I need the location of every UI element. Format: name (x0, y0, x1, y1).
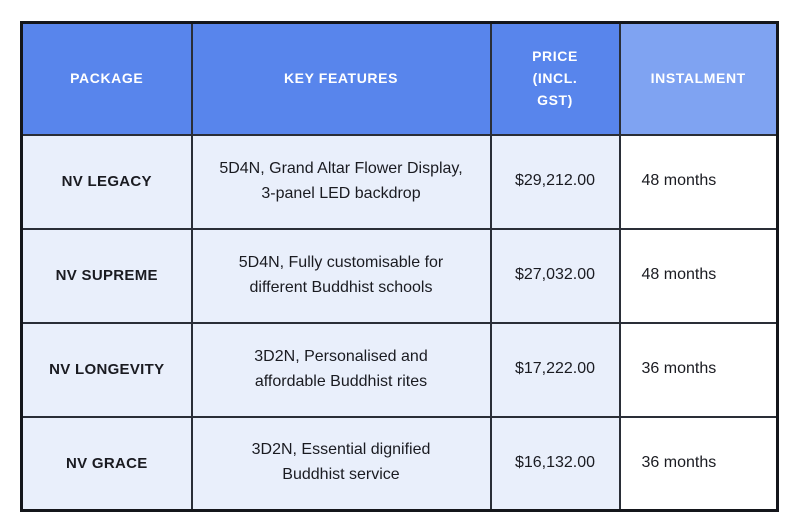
cell-instalment: 48 months (620, 135, 778, 229)
pricing-table (20, 21, 779, 512)
cell-package: NV LEGACY (22, 135, 192, 229)
cell-instalment: 48 months (620, 229, 778, 323)
price-header-line-2: (INCL. (532, 69, 578, 86)
cell-price: $16,132.00 (491, 417, 620, 511)
cell-package: NV SUPREME (22, 229, 192, 323)
price-header-line-3: GST) (537, 91, 573, 108)
pricing-table-container (20, 21, 779, 512)
column-header-package: PACKAGE (22, 23, 192, 135)
cell-price: $17,222.00 (491, 323, 620, 417)
cell-instalment: 36 months (620, 323, 778, 417)
table-row (22, 417, 778, 511)
cell-instalment: 36 months (620, 417, 778, 511)
cell-features (192, 417, 491, 511)
column-header-instalment: INSTALMENT (620, 23, 778, 135)
features-line-2: different Buddhist schools (249, 278, 433, 296)
features-line-1: 3D2N, Personalised and (254, 347, 428, 365)
column-header-price (491, 23, 620, 135)
cell-package: NV GRACE (22, 417, 192, 511)
features-line-1: 5D4N, Grand Altar Flower Display, (219, 159, 463, 177)
cell-features (192, 229, 491, 323)
table-header-row (22, 23, 778, 135)
cell-price: $29,212.00 (491, 135, 620, 229)
features-line-1: 3D2N, Essential dignified (251, 441, 431, 459)
cell-price: $27,032.00 (491, 229, 620, 323)
table-row (22, 229, 778, 323)
cell-features (192, 323, 491, 417)
features-line-2: affordable Buddhist rites (254, 372, 428, 390)
table-row (22, 323, 778, 417)
table-row (22, 135, 778, 229)
column-header-key-features: KEY FEATURES (192, 23, 491, 135)
cell-package: NV LONGEVITY (22, 323, 192, 417)
features-line-2: 3-panel LED backdrop (261, 184, 421, 202)
cell-features (192, 135, 491, 229)
price-header-line-1: PRICE (532, 48, 578, 65)
features-line-2: Buddhist service (282, 466, 400, 484)
features-line-1: 5D4N, Fully customisable for (238, 253, 444, 271)
